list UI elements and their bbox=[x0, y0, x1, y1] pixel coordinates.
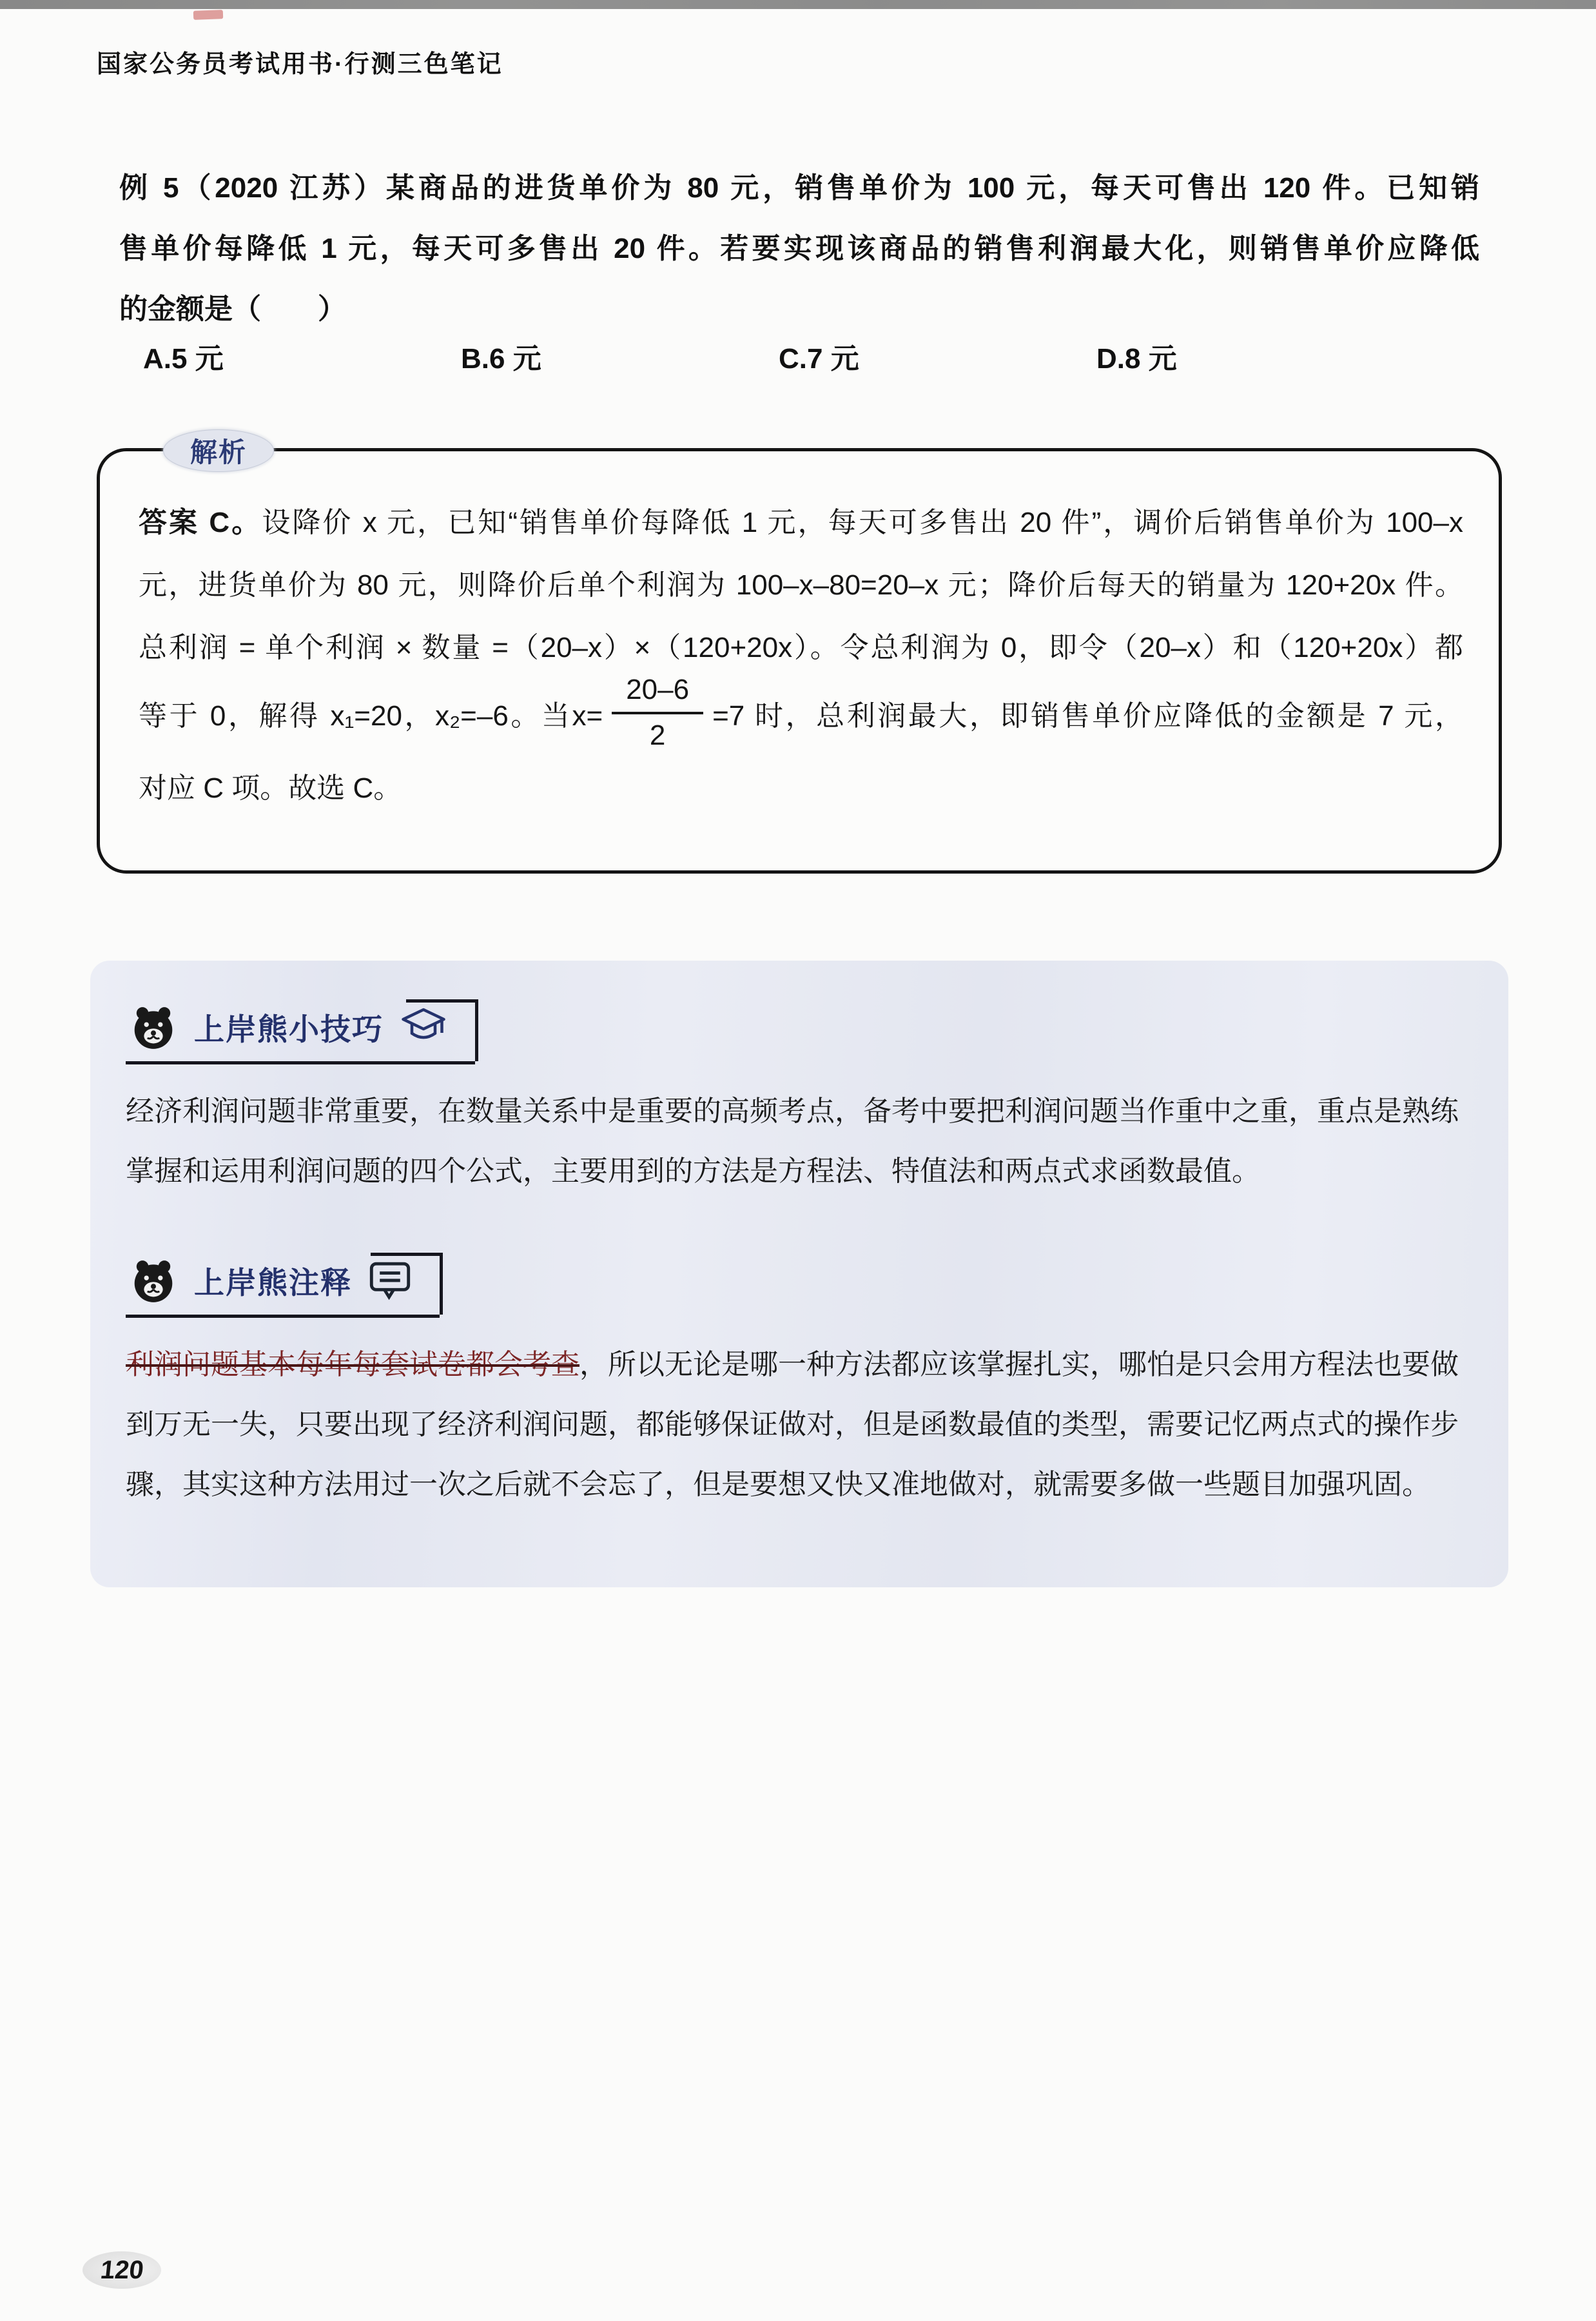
tip1-header bbox=[126, 998, 475, 1064]
analysis-line: 对应 C 项。故选 C。 bbox=[139, 772, 402, 805]
analysis-text: 设降价 x 元，已知“销售单价每降低 1 元，每天可多售出 20 件”，调价后销售单价为 100–x bbox=[262, 507, 1464, 538]
tip2-highlighted-phrase: 利润问题基本每年每套试卷都会考查 bbox=[126, 1349, 579, 1380]
tips-panel bbox=[90, 961, 1508, 1587]
example-problem bbox=[119, 158, 1479, 340]
answer-prefix: 答案 C。 bbox=[139, 507, 262, 538]
tip1-text bbox=[126, 1081, 1476, 1201]
problem-line bbox=[119, 158, 1479, 219]
analysis-line: 总利润 = 单个利润 × 数量 =（20–x）×（120+20x）。令总利润为 0，即令（20–x）和（120+20x）都 bbox=[139, 632, 1463, 663]
bear-icon bbox=[130, 1003, 177, 1051]
problem-text: 某商品的进货单价为 80 元，销售单价为 100 元，每天可售出 120 件。已知销 bbox=[386, 172, 1479, 204]
running-header: 国家公务员考试用书·行测三色笔记 bbox=[97, 51, 503, 78]
page-number-pill bbox=[83, 2251, 161, 2289]
analysis-text: 等于 0，解得 x₁=20，x₂=–6。当x= bbox=[139, 700, 603, 732]
tip2-text bbox=[126, 1335, 1476, 1514]
option-b: B.6 元 bbox=[461, 343, 541, 375]
red-mark bbox=[193, 10, 223, 20]
tip1-title: 上岸熊小技巧 bbox=[194, 1012, 384, 1046]
analysis-text: =7 时，总利润最大，即销售单价应降低的金额是 7 元， bbox=[712, 700, 1463, 732]
analysis-body bbox=[100, 451, 1499, 839]
fraction bbox=[612, 674, 703, 752]
tip2-text-content: ，所以无论是哪一种方法都应该掌握扎实，哪怕是只会用方程法也要做到万无一失，只要出现了经济利润问题，都能够保证做对，但是函数最值的类型，需要记忆两点式的操作步骤，其实这种方法用过一次之后就不会忘了，但是要想又快又准地做对，就需要多做一些题目加强巩固。 bbox=[126, 1349, 1459, 1500]
problem-line: 售单价每降低 1 元，每天可多售出 20 件。若要实现该商品的销售利润最大化，则销售单价应降低 bbox=[119, 233, 1479, 264]
analysis-label-badge bbox=[163, 429, 274, 472]
analysis-box bbox=[97, 437, 1502, 874]
tip2-title: 上岸熊注释 bbox=[194, 1265, 352, 1300]
bear-icon bbox=[130, 1257, 177, 1304]
fraction-numerator: 20–6 bbox=[612, 674, 703, 714]
speech-bubble-icon bbox=[369, 1260, 411, 1301]
analysis-label: 解析 bbox=[190, 437, 247, 467]
analysis-line-fraction bbox=[139, 674, 1463, 757]
tip2-header bbox=[126, 1251, 440, 1318]
problem-line: 的金额是（ ） bbox=[119, 293, 346, 325]
page-number: 120 bbox=[99, 2255, 145, 2284]
answer-options bbox=[143, 335, 1471, 377]
problem-tag: 例 5（2020 江苏） bbox=[119, 172, 387, 204]
scan-edge bbox=[0, 0, 1596, 9]
fraction-denominator: 2 bbox=[649, 719, 666, 751]
analysis-line: 元，进货单价为 80 元，则降价后单个利润为 100–x–80=20–x 元；降价后每天的销量为 120+20x 件。 bbox=[139, 569, 1463, 601]
option-c: C.7 元 bbox=[779, 343, 859, 375]
option-a: A.5 元 bbox=[143, 343, 224, 375]
graduation-cap-icon bbox=[400, 1006, 447, 1048]
option-d: D.8 元 bbox=[1096, 343, 1177, 375]
analysis-line bbox=[139, 491, 1463, 554]
spacer bbox=[126, 1201, 1476, 1251]
tip1-text-content: 经济利润问题非常重要，在数量关系中是重要的高频考点，备考中要把利润问题当作重中之重，重点是熟练掌握和运用利润问题的四个公式，主要用到的方法是方程法、特值法和两点式求函数最值。 bbox=[126, 1095, 1459, 1187]
